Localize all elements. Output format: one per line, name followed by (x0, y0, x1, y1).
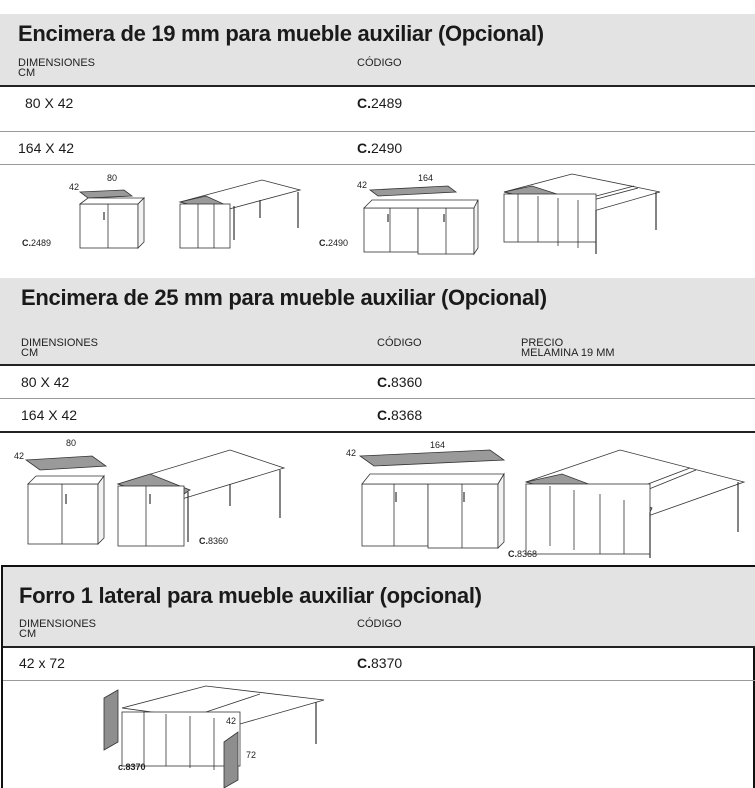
figure-depth-label: 42 (357, 180, 368, 190)
col-price-label: PRECIO (521, 337, 564, 349)
code-number: 2489 (31, 238, 52, 248)
section-1-header-rule (0, 85, 755, 87)
section-3-title: Forro 1 lateral para mueble auxiliar (opcional) (19, 583, 482, 608)
figure-width-label: 80 (66, 438, 77, 448)
code-number: 8368 (517, 549, 538, 559)
section-1-row-rule (0, 131, 755, 132)
section-3-row-rule (3, 680, 755, 681)
code-number: 8360 (391, 374, 423, 390)
figure-depth-label: 42 (14, 451, 25, 461)
col-price-sub: MELAMINA 19 MM (521, 347, 615, 359)
code-number: 2490 (328, 238, 349, 248)
figure-depth-label: 42 (226, 716, 237, 726)
section-1-figure-desk-164 (500, 170, 666, 258)
section-1-title: Encimera de 19 mm para mueble auxiliar (Opcional) (18, 21, 544, 46)
section-2-row-2-code (377, 407, 422, 423)
section-2-row-rule (0, 398, 755, 399)
code-number: 2489 (371, 95, 403, 111)
figure-height-label: 72 (246, 750, 257, 760)
section-2-title: Encimera de 25 mm para mueble auxiliar (Opcional) (21, 285, 547, 310)
section-1-figure-desk-80 (176, 176, 304, 252)
col-dimensions-unit: CM (19, 628, 37, 640)
section-1-figure-cabinet-164 (360, 178, 484, 258)
section-2-figure-cabinet-164 (356, 446, 508, 552)
col-dimensions-label: DIMENSIONES (18, 57, 96, 69)
section-2-figure-cabinet-80 (22, 448, 110, 548)
section-2-row-2-dim: 164 X 42 (21, 407, 78, 423)
figure-code-label: c.8370 (118, 762, 146, 772)
code-number: 8370 (371, 655, 403, 671)
code-prefix: C. (357, 95, 371, 111)
figure-width-label: 80 (107, 173, 118, 183)
section-2-col-price (521, 338, 615, 358)
section-3-row-1-code (357, 655, 402, 671)
section-2-row-1-dim: 80 X 42 (21, 374, 70, 390)
code-prefix: C. (508, 549, 517, 559)
code-prefix: C. (357, 140, 371, 156)
col-dimensions-label: DIMENSIONES (21, 337, 99, 349)
figure-width-label: 164 (418, 173, 434, 183)
figure-width-label: 164 (430, 440, 446, 450)
section-1-row-1-code (357, 95, 402, 111)
figure-code-label (199, 536, 228, 546)
section-2-row-1-code (377, 374, 422, 390)
section-3-col-dimensions (19, 619, 96, 639)
section-2-row-rule (0, 431, 755, 433)
col-dimensions-unit: CM (21, 347, 39, 359)
code-prefix: C. (22, 238, 31, 248)
code-prefix: C. (357, 655, 371, 671)
section-1-row-1-dim: 80 X 42 (25, 95, 74, 111)
section-2-figure-desk-164 (522, 446, 748, 560)
section-1-col-dimensions (18, 58, 95, 78)
figure-code-label (508, 549, 537, 559)
section-3-row-1-dim: 42 x 72 (19, 655, 65, 671)
section-1-row-2-dim: 164 X 42 (18, 140, 75, 156)
section-2-header-rule (0, 364, 755, 366)
code-number: 8360 (208, 536, 229, 546)
figure-code-label (22, 238, 51, 248)
section-2-col-dimensions (21, 338, 98, 358)
code-prefix: C. (377, 374, 391, 390)
section-2-col-code: CÓDIGO (377, 337, 422, 349)
section-1-col-code: CÓDIGO (357, 57, 402, 69)
col-dimensions-unit: CM (18, 67, 36, 79)
figure-depth-label: 42 (346, 448, 357, 458)
code-prefix: C. (377, 407, 391, 423)
section-3-col-code: CÓDIGO (357, 618, 402, 630)
code-prefix: C. (199, 536, 208, 546)
section-3-figure-side-panel (98, 684, 330, 788)
figure-depth-label: 42 (69, 182, 80, 192)
section-1-row-rule (0, 164, 755, 165)
section-3-header-rule (3, 646, 755, 648)
col-dimensions-label: DIMENSIONES (19, 618, 97, 630)
code-number: 8368 (391, 407, 423, 423)
code-number: 2490 (371, 140, 403, 156)
section-1-figure-cabinet-80 (74, 180, 154, 252)
section-1-row-2-code (357, 140, 402, 156)
figure-code-label (319, 238, 348, 248)
code-prefix: C. (319, 238, 328, 248)
